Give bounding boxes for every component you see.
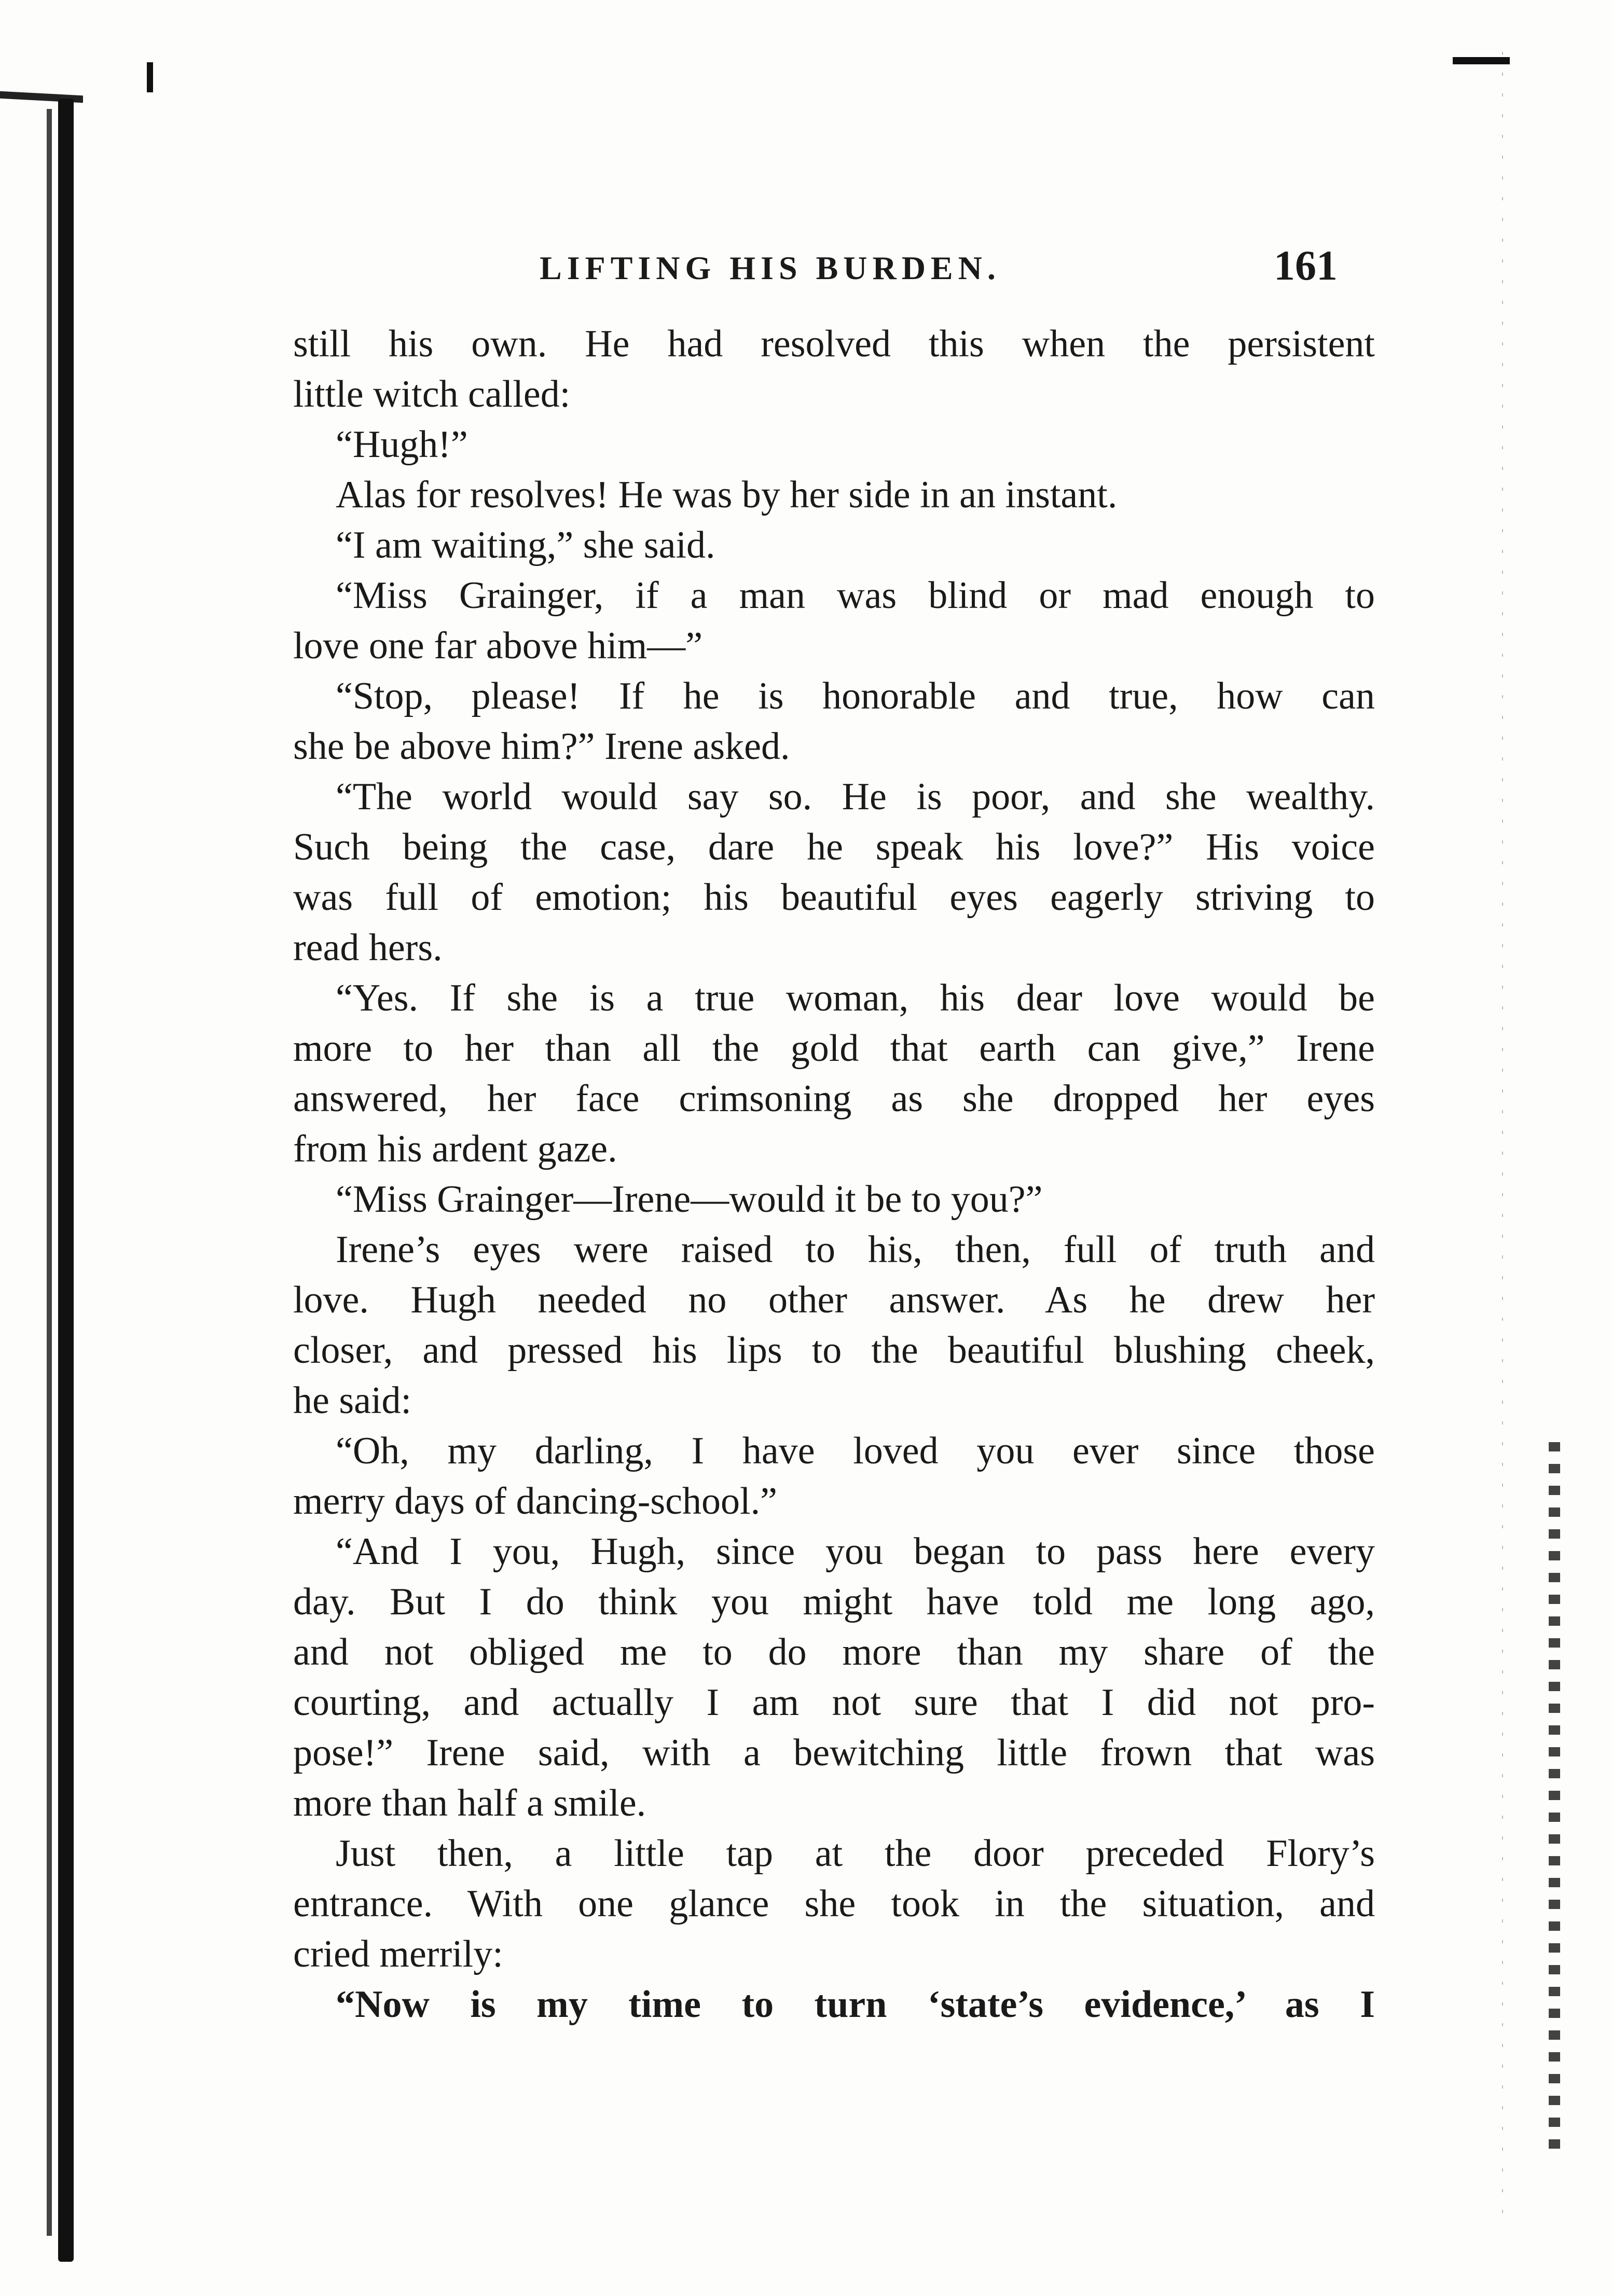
text-line: Just then, a little tap at the door preceded Flory’s <box>336 1832 1375 1875</box>
text-line: “The world would say so. He is poor, and she wealthy. <box>336 776 1375 818</box>
text-line: “Miss Grainger—Irene—would it be to you?” <box>336 1178 1043 1221</box>
text-line: little witch called: <box>293 373 571 416</box>
text-line: still his own. He had resolved this when the persistent <box>293 323 1375 365</box>
text-line: love one far above him—” <box>293 625 703 667</box>
running-header: LIFTING HIS BURDEN. <box>540 250 1001 286</box>
text-line: more to her than all the gold that earth can give,” Irene <box>293 1027 1375 1070</box>
text-line: merry days of dancing-school.” <box>293 1480 777 1523</box>
text-line: “And I you, Hugh, since you began to pass here every <box>336 1530 1375 1573</box>
text-line: pose!” Irene said, with a bewitching little frown that was <box>293 1732 1375 1774</box>
text-line: courting, and actually I am not sure that I did not pro- <box>293 1681 1375 1724</box>
text-line: cried merrily: <box>293 1933 503 1975</box>
page-number: 161 <box>1274 242 1338 289</box>
text-line: “Yes. If she is a true woman, his dear love would be <box>336 977 1375 1019</box>
text-line: closer, and pressed his lips to the beautiful blushing cheek, <box>293 1329 1375 1372</box>
text-line: Alas for resolves! He was by her side in an instant. <box>336 474 1118 516</box>
text-line: “I am waiting,” she said. <box>336 524 715 566</box>
scan-mark-top-left <box>147 62 153 92</box>
gutter-shadow <box>47 109 52 2236</box>
text-line: more than half a smile. <box>293 1782 646 1824</box>
text-line: answered, her face crimsoning as she dropped her eyes <box>293 1077 1375 1120</box>
text-line: “Oh, my darling, I have loved you ever since those <box>336 1430 1375 1472</box>
text-line: “Now is my time to turn ‘state’s evidence,’ as I <box>336 1983 1375 2026</box>
text-line: read hers. <box>293 926 443 969</box>
scan-right-dashes <box>1549 1442 1560 2153</box>
text-line: he said: <box>293 1379 412 1422</box>
binding-gutter-bar <box>58 99 74 2262</box>
text-line: and not obliged me to do more than my share of the <box>293 1631 1375 1673</box>
scan-mark-top-right <box>1453 57 1510 64</box>
text-line: “Miss Grainger, if a man was blind or mad enough to <box>336 574 1375 617</box>
text-line: was full of emotion; his beautiful eyes eagerly striving to <box>293 876 1375 919</box>
text-line: “Hugh!” <box>336 423 468 466</box>
text-line: “Stop, please! If he is honorable and true, how can <box>336 675 1375 717</box>
body-text <box>293 319 1375 2030</box>
text-line: she be above him?” Irene asked. <box>293 725 790 768</box>
text-line: day. But I do think you might have told me long ago, <box>293 1581 1375 1623</box>
text-line: from his ardent gaze. <box>293 1128 617 1170</box>
text-line: Irene’s eyes were raised to his, then, full of truth and <box>336 1228 1375 1271</box>
scan-right-edge <box>1502 52 1503 2231</box>
text-line: love. Hugh needed no other answer. As he drew her <box>293 1279 1375 1321</box>
text-line: entrance. With one glance she took in the situation, and <box>293 1883 1375 1925</box>
text-line: Such being the case, dare he speak his love?” His voice <box>293 826 1375 868</box>
